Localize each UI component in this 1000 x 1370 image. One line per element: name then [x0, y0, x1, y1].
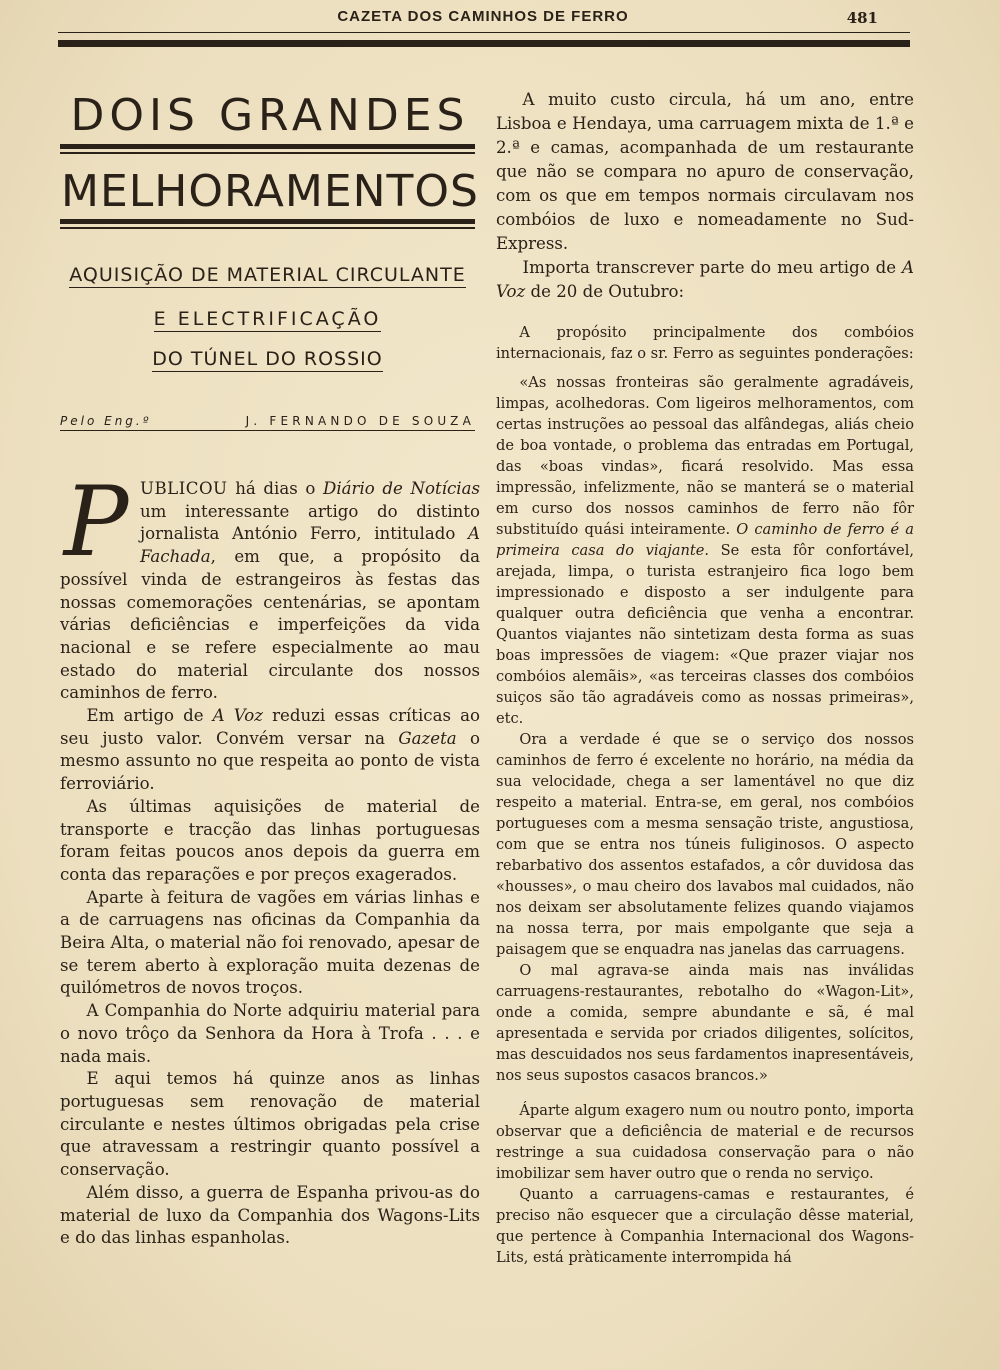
paragraph: O mal agrava-se ainda mais nas inválidas carruagens-restaurantes, rebotalho do «Wagon-Lit», onde a comida, sempre abundante e sã, é mal apresentada e servida por criados diligentes, solícitos, mas descuidados nos seus fardamentos inapresentáveis, nos seus supostos casacos brancos.» [496, 962, 914, 1084]
paragraph: A muito custo circula, há um ano, entre Lisboa e Hendaya, uma carruagem mixta de 1.ª e 2.ª e camas, acompanhada de um restaurante que não se compara no apuro de conservação, com os que em tempos normais circulavam nos combóios de luxo e nomeadamente no Sud-Express. [496, 90, 914, 253]
paragraph: Em artigo de A Voz reduzi essas críticas ao seu justo valor. Convém versar na Gazeta o mesmo assunto no que respeita ao ponto de vista ferroviário. [60, 706, 481, 794]
byline-label: Pelo Eng.º [60, 414, 152, 428]
byline [60, 414, 475, 431]
quoted-article [496, 322, 914, 1086]
article-title-line2: MELHORAMENTOS [60, 166, 479, 217]
subtitle-line2: E ELECTRIFICAÇÃO [153, 308, 382, 330]
subtitle-line1: AQUISIÇÃO DE MATERIAL CIRCULANTE [69, 264, 466, 286]
paragraph: Quanto a carruagens-camas e restaurantes, é preciso não esquecer que a circulação dêsse material, que pertence à Companhia Internacional dos Wagons-Lits, está pràticamente interrompida há [496, 1186, 914, 1266]
paragraph: E aqui temos há quinze anos as linhas portuguesas sem renovação de material circulante e nestes últimos obrigadas pela crise que atravessam a restringir quanto possível a conservação. [60, 1069, 480, 1180]
paragraph: PUBLICOU há dias o Diário de Notícias um interessante artigo do distinto jornalista António Ferro, intitulado A Fachada, em que, a propósito da possível vinda de estrangeiros às festas das nossas comemorações centenárias, se apontam várias deficiências e imperfeições da vida nacional e se refere especialmente ao mau estado do material circulante dos nossos caminhos de ferro. [60, 466, 480, 703]
left-body-text [60, 466, 481, 1250]
paragraph: As últimas aquisições de material de transporte e tracção das linhas portuguesas foram feitas poucos anos depois da guerra em conta das reparações e por preços exagerados. [60, 796, 480, 884]
drop-cap: P [63, 466, 129, 578]
title-rule-thin-1 [60, 152, 475, 154]
paragraph: Aparte à feitura de vagões em várias linhas e a de carruagens nas oficinas da Companhia da Beira Alta, o material não foi renovado, apesar de se terem aberto à exploração muita dezenas de quilómetros de novos troços. [60, 887, 480, 998]
paragraph: «As nossas fronteiras são geralmente agradáveis, limpas, acolhedoras. Com ligeiros melhoramentos, com certas instruções ao pessoal das alfândegas, aliás cheio de boa vontade, o problema das entradas em Portugal, das «boas vindas», ficará resolvido. Mas essa impressão, infelizmente, não se manterá se o material em curso dos nossos caminhos de ferro não fôr substituído quási inteiramente. O caminho de ferro é a primeira casa do viajante. Se esta fôr confortável, arejada, limpa, o turista estranjeiro fica logo bem impressionado e disposto a ser indulgente para qualquer outra deficiência que venha a encontrar. Quantos viajantes não sintetizam desta forma as suas boas impressões de viagem: «Que prazer viajar nos combóios alemãis», «as terceiras classes dos combóios suiços são tão agradáveis como as nossas primeiras», etc. [496, 374, 914, 727]
paragraph: A Companhia do Norte adquiriu material para o novo trôço da Senhora da Hora à Trofa . . . e nada mais. [60, 1001, 480, 1066]
byline-author: J. FERNANDO DE SOUZA [245, 414, 475, 428]
page-number: 481 [846, 9, 878, 27]
header-rule-thick [58, 40, 910, 47]
title-rule-thin-2 [60, 227, 475, 229]
article-title-line1: DOIS GRANDES [70, 90, 470, 141]
page-header [58, 4, 908, 34]
right-body-text [496, 88, 914, 1268]
paragraph: Importa transcrever parte do meu artigo de A Voz de 20 de Outubro: [496, 258, 914, 301]
subtitle-line3: DO TÚNEL DO ROSSIO [152, 348, 383, 370]
paragraph: A propósito principalmente dos combóios internacionais, faz o sr. Ferro as seguintes ponderações: [496, 324, 914, 362]
header-rule-thin [58, 32, 910, 33]
title-rule-thick-1 [60, 144, 475, 149]
journal-title: CAZETA DOS CAMINHOS DE FERRO [337, 8, 629, 25]
paragraph: Ora a verdade é que se o serviço dos nossos caminhos de ferro é excelente no horário, na média da sua velocidade, chega a ser lamentável no que diz respeito a material. Entra-se, em geral, nos combóios portugueses com a mesma sensação triste, angustiosa, com que se entra nos túneis fuliginosos. O aspecto rebarbativo dos assentos estafados, a côr duvidosa das «housses», o mau cheiro dos lavabos mal cuidados, não nos deixam ser absolutamente felizes quando viajamos na nossa terra, por mais empolgante que seja a paisagem que se enquadra nas janelas das carruagens. [496, 731, 914, 958]
paragraph: Áparte algum exagero num ou noutro ponto, importa observar que a deficiência de material e de recursos restringe a sua cuidadosa conservação para o não imobilizar sem haver outro que o renda no serviço. [496, 1102, 914, 1182]
closing-text [496, 1100, 914, 1268]
paragraph: Além disso, a guerra de Espanha privou-as do material de luxo da Companhia dos Wagons-Lits e do das linhas espanholas. [60, 1182, 480, 1248]
title-rule-thick-2 [60, 219, 475, 224]
